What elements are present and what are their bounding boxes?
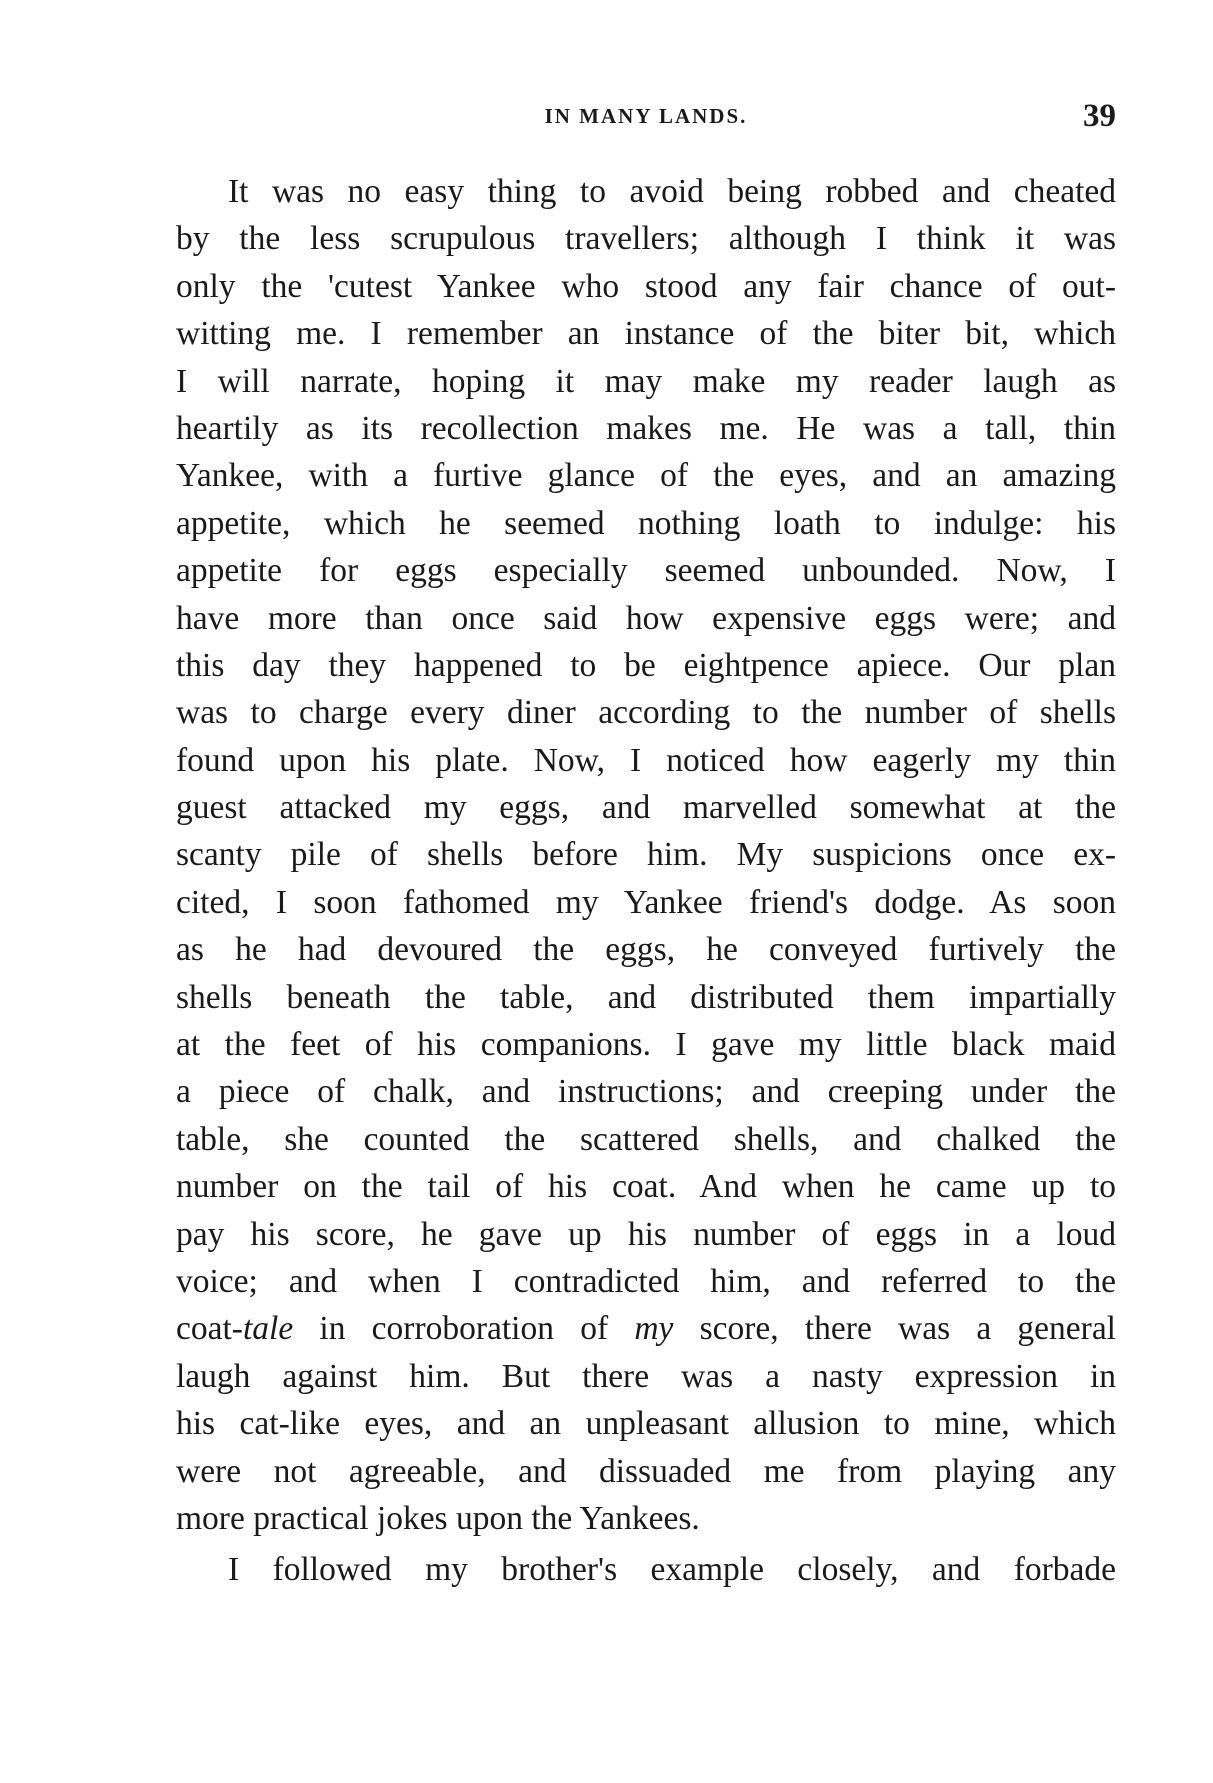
text-line: I followed my brother's example closely, and forbade	[228, 1551, 1116, 1589]
text-line: voice; and when I contradicted him, and referred to the	[176, 1262, 1116, 1300]
text-line: were not agreeable, and dissuaded me from playing any	[176, 1452, 1116, 1490]
text-line: cited, I soon fathomed my Yankee friend's dodge. As soon	[176, 883, 1116, 921]
text-run: in corroboration of	[293, 1310, 635, 1348]
running-title: IN MANY LANDS.	[544, 104, 748, 128]
text-line: by the less scrupulous travellers; although I think it was	[176, 220, 1116, 258]
text-line: this day they happened to be eightpence apiece. Our plan	[176, 646, 1116, 684]
text-line: pay his score, he gave up his number of eggs in a loud	[176, 1215, 1116, 1253]
text-line: a piece of chalk, and instructions; and creeping under the	[176, 1073, 1116, 1111]
text-line: It was no easy thing to avoid being robbed and cheated	[228, 173, 1116, 210]
text-line: scanty pile of shells before him. My suspicions once ex-	[176, 836, 1116, 874]
text-line: only the 'cutest Yankee who stood any fair chance of out-	[176, 267, 1116, 305]
text-line: Yankee, with a furtive glance of the eyes, and an amazing	[176, 457, 1116, 495]
italic-word-tale: tale	[242, 1310, 294, 1348]
running-head	[176, 98, 1116, 138]
text-line: appetite for eggs especially seemed unbounded. Now, I	[176, 552, 1116, 590]
text-line: heartily as its recollection makes me. He was a tall, thin	[176, 409, 1116, 447]
italic-word-my: my	[634, 1310, 674, 1348]
text-line: appetite, which he seemed nothing loath to indulge: his	[176, 504, 1116, 542]
text-line: number on the tail of his coat. And when he came up to	[176, 1168, 1116, 1206]
text-line: laugh against him. But there was a nasty expression in	[176, 1357, 1116, 1395]
text-line: at the feet of his companions. I gave my little black maid	[176, 1026, 1116, 1064]
text-line: shells beneath the table, and distributed them impartially	[176, 978, 1116, 1016]
text-run: score, there was a general	[673, 1310, 1116, 1348]
body-text	[176, 168, 1116, 1594]
text-line: I will narrate, hoping it may make my reader laugh as	[176, 362, 1116, 400]
text-line: his cat-like eyes, and an unpleasant allusion to mine, which	[176, 1405, 1116, 1443]
text-line-with-italics	[176, 1305, 1116, 1352]
text-line: was to charge every diner according to the number of shells	[176, 694, 1116, 732]
text-line: more practical jokes upon the Yankees.	[176, 1499, 700, 1537]
page-number: 39	[1083, 98, 1116, 134]
text-run: coat-	[176, 1310, 243, 1348]
text-line: have more than once said how expensive eggs were; and	[176, 599, 1116, 637]
text-line: as he had devoured the eggs, he conveyed furtively the	[176, 931, 1116, 969]
text-line: witting me. I remember an instance of the biter bit, which	[176, 315, 1116, 353]
text-line: found upon his plate. Now, I noticed how eagerly my thin	[176, 741, 1116, 779]
text-line: guest attacked my eggs, and marvelled somewhat at the	[176, 789, 1116, 827]
text-line: table, she counted the scattered shells, and chalked the	[176, 1120, 1116, 1158]
